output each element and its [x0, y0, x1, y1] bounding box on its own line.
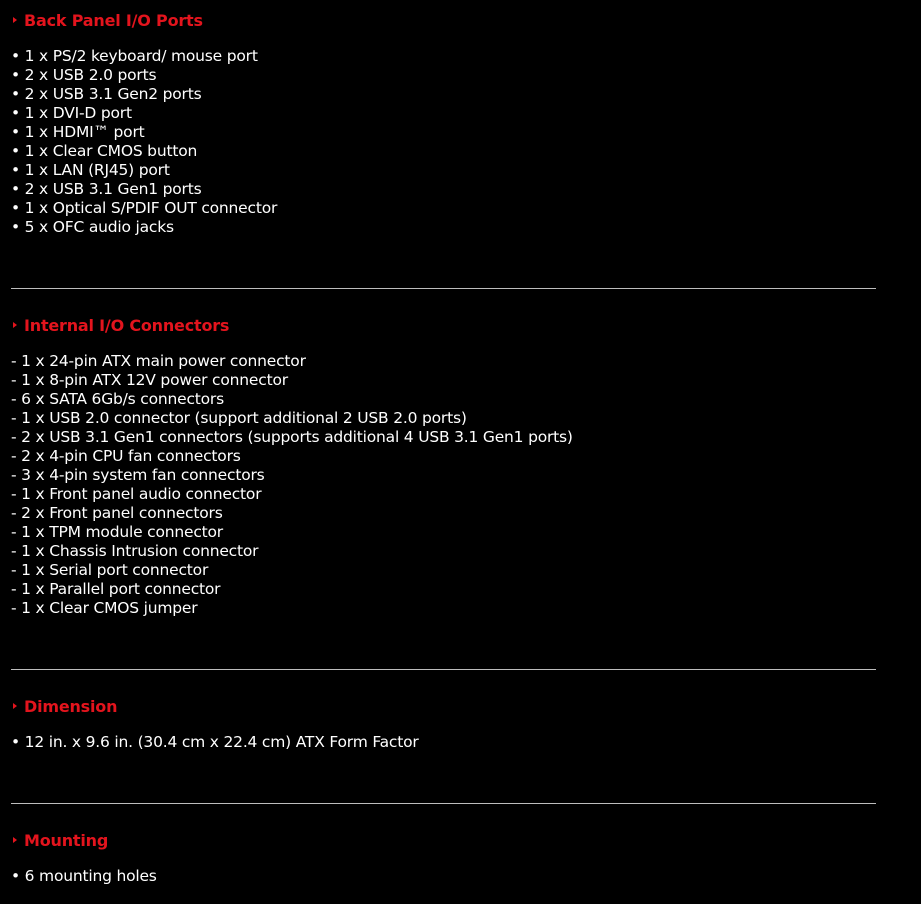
mounting-list: [11, 867, 157, 886]
list-item: - 2 x USB 3.1 Gen1 connectors (supports additional 4 USB 3.1 Gen1 ports): [11, 428, 573, 446]
list-item: • 2 x USB 3.1 Gen1 ports: [11, 180, 202, 198]
dimension-title: Dimension: [24, 696, 118, 716]
section-divider: [11, 803, 876, 804]
caret-right-icon: [13, 703, 17, 709]
list-item: - 1 x Clear CMOS jumper: [11, 599, 198, 617]
back-panel-list: [11, 47, 277, 237]
list-item: • 1 x HDMI™ port: [11, 123, 145, 141]
list-item: • 6 mounting holes: [11, 867, 157, 885]
list-item: - 1 x USB 2.0 connector (support additional 2 USB 2.0 ports): [11, 409, 467, 427]
list-item: • 1 x LAN (RJ45) port: [11, 161, 170, 179]
section-divider: [11, 288, 876, 289]
list-item: - 2 x Front panel connectors: [11, 504, 223, 522]
caret-right-icon: [13, 17, 17, 23]
list-item: - 1 x Chassis Intrusion connector: [11, 542, 259, 560]
list-item: • 12 in. x 9.6 in. (30.4 cm x 22.4 cm) ATX Form Factor: [11, 733, 419, 751]
caret-right-icon: [13, 322, 17, 328]
list-item: • 1 x DVI-D port: [11, 104, 132, 122]
internal-io-section: [11, 314, 876, 617]
internal-io-title: Internal I/O Connectors: [24, 315, 230, 335]
list-item: - 1 x TPM module connector: [11, 523, 223, 541]
list-item: • 5 x OFC audio jacks: [11, 218, 174, 236]
list-item: - 2 x 4-pin CPU fan connectors: [11, 447, 241, 465]
list-item: • 2 x USB 2.0 ports: [11, 66, 157, 84]
dimension-heading: [11, 695, 876, 717]
list-item: - 6 x SATA 6Gb/s connectors: [11, 390, 224, 408]
mounting-title: Mounting: [24, 830, 109, 850]
list-item: - 1 x 24-pin ATX main power connector: [11, 352, 306, 370]
list-item: • 1 x Optical S/PDIF OUT connector: [11, 199, 278, 217]
back-panel-heading: [11, 9, 876, 31]
list-item: • 1 x Clear CMOS button: [11, 142, 198, 160]
back-panel-section: [11, 9, 876, 236]
dimension-list: [11, 733, 419, 752]
caret-right-icon: [13, 837, 17, 843]
list-item: - 3 x 4-pin system fan connectors: [11, 466, 265, 484]
list-item: - 1 x Serial port connector: [11, 561, 209, 579]
internal-io-heading: [11, 314, 876, 336]
list-item: - 1 x Parallel port connector: [11, 580, 221, 598]
list-item: • 1 x PS/2 keyboard/ mouse port: [11, 47, 258, 65]
back-panel-title: Back Panel I/O Ports: [24, 10, 203, 30]
internal-io-list: [11, 352, 573, 618]
list-item: • 2 x USB 3.1 Gen2 ports: [11, 85, 202, 103]
mounting-heading: [11, 829, 876, 851]
dimension-section: [11, 695, 876, 751]
list-item: - 1 x 8-pin ATX 12V power connector: [11, 371, 288, 389]
section-divider: [11, 669, 876, 670]
mounting-section: [11, 829, 876, 885]
list-item: - 1 x Front panel audio connector: [11, 485, 262, 503]
